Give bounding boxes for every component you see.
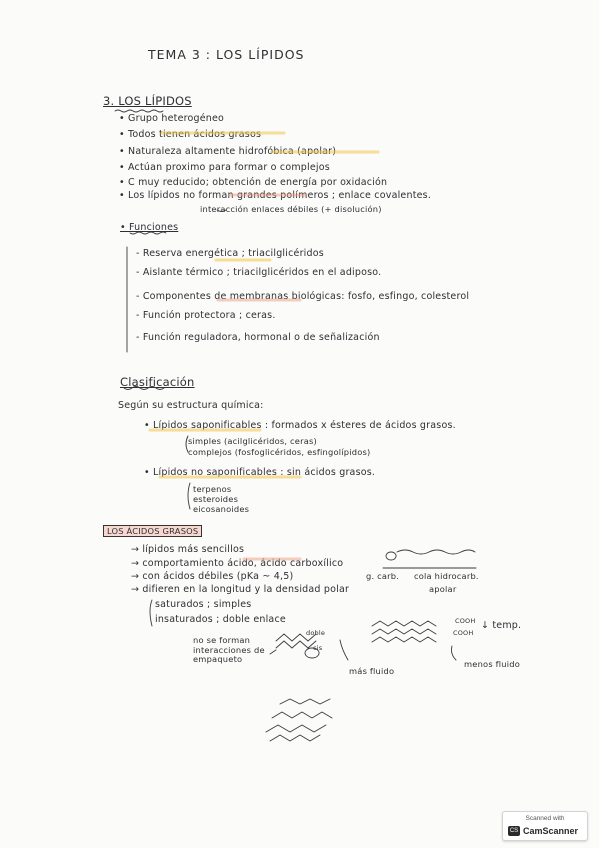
bullet-6: • Los lípidos no forman grandes polímeros ; enlace covalentes. bbox=[119, 190, 432, 201]
cooh-label-2: COOH bbox=[453, 629, 474, 637]
function-2: - Aislante térmico ; triacilglicéridos en el adiposo. bbox=[136, 267, 382, 278]
label-apolar: apolar bbox=[429, 584, 457, 594]
label-g-carb: g. carb. bbox=[366, 571, 400, 581]
bullet-3: • Naturaleza altamente hidrofóbica (apolar) bbox=[119, 146, 337, 157]
function-1: - Reserva energética ; triacilglicéridos bbox=[136, 248, 324, 259]
camscanner-icon: CS bbox=[509, 828, 519, 834]
function-5: - Función reguladora, hormonal o de señalización bbox=[136, 332, 380, 343]
bullet-2: • Todos tienen ácidos grasos bbox=[119, 129, 262, 140]
saponifiable-simple: simples (acilglicéridos, ceras) bbox=[188, 436, 317, 446]
function-3: - Componentes de membranas biológicas: fosfo, esfingo, colesterol bbox=[136, 291, 470, 302]
non-saponifiable-item-2: esteroides bbox=[193, 494, 239, 504]
bullet-1: • Grupo heterogéneo bbox=[119, 113, 225, 124]
camscanner-name: CamScanner bbox=[523, 826, 579, 836]
bullet-6-note: interacción enlaces débiles (+ disolución) bbox=[200, 204, 382, 214]
scanned-with-label: Scanned with bbox=[525, 815, 565, 822]
doble-label: doble bbox=[306, 629, 326, 637]
unsaturated-line: insaturados ; doble enlace bbox=[155, 614, 286, 625]
cooh-label-1: COOH bbox=[455, 617, 476, 625]
temp-note: ↓ temp. bbox=[481, 620, 522, 631]
mas-fluido-label: más fluido bbox=[349, 666, 395, 676]
fatty-arrow-3: → con ácidos débiles (pKa ~ 4,5) bbox=[131, 571, 294, 582]
no-interactions-note: no se forman interacciones de empaqueto bbox=[193, 635, 265, 665]
fatty-arrow-2: → comportamiento ácido, ácido carboxílico bbox=[131, 558, 344, 569]
label-cola-hidrocarb: cola hidrocarb. bbox=[414, 571, 479, 581]
camscanner-badge bbox=[502, 811, 588, 841]
saponifiable-complex: complejos (fosfoglicéridos, esfingolípidos) bbox=[188, 447, 371, 457]
non-saponifiable-line: • Lípidos no saponificables : sin ácidos grasos. bbox=[144, 467, 376, 478]
page-title: TEMA 3 : LOS LÍPIDOS bbox=[148, 47, 305, 62]
fatty-arrow-4: → difieren en la longitud y la densidad polar bbox=[131, 584, 350, 595]
saturated-line: saturados ; simples bbox=[155, 599, 252, 610]
saponifiable-line: • Lípidos saponificables : formados x ésteres de ácidos grasos. bbox=[144, 420, 456, 431]
non-saponifiable-item-1: terpenos bbox=[193, 484, 232, 494]
function-4: - Función protectora ; ceras. bbox=[136, 310, 276, 321]
classification-heading: Clasificación bbox=[120, 375, 195, 389]
section-lipidos-heading: 3. LOS LÍPIDOS bbox=[103, 94, 192, 108]
classification-subheading: Según su estructura química: bbox=[118, 400, 264, 411]
cis-label: cis bbox=[313, 644, 323, 652]
bullet-5: • C muy reducido; obtención de energía por oxidación bbox=[119, 177, 388, 188]
functions-heading: • Funciones bbox=[120, 222, 179, 233]
bullet-4: • Actúan proximo para formar o complejos bbox=[119, 162, 330, 173]
fatty-acids-heading: LOS ÁCIDOS GRASOS bbox=[103, 525, 202, 537]
non-saponifiable-item-3: eicosanoides bbox=[193, 504, 250, 514]
fatty-arrow-1: → lípidos más sencillos bbox=[131, 544, 245, 555]
menos-fluido-label: menos fluido bbox=[464, 659, 521, 669]
